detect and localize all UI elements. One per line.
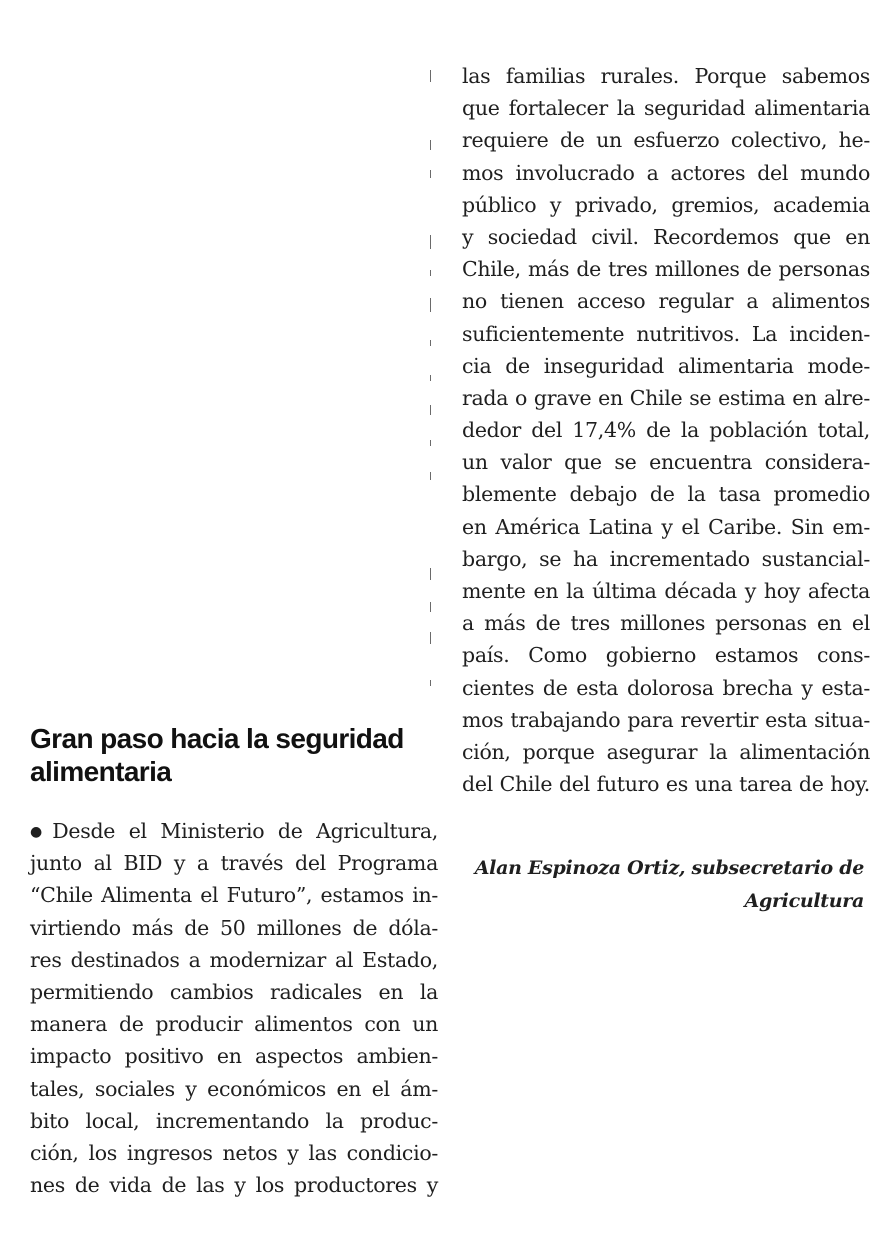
text-line: mente en la última década y hoy afecta (462, 579, 870, 603)
edge-mark (430, 440, 431, 446)
text-line: un valor que se encuentra considera- (462, 450, 870, 475)
text-line: del Chile del futuro es una tarea de hoy. (462, 772, 870, 797)
headline-line: alimentaria (30, 756, 172, 787)
text-line: en América Latina y el Caribe. Sin em- (462, 514, 870, 539)
text-line: nes de vida de las y los productores y (30, 1173, 438, 1198)
edge-mark (430, 340, 431, 346)
text-line: permitiendo cambios radicales en la (30, 979, 438, 1004)
text-line: mos involucrado a actores del mundo (462, 160, 870, 185)
headline-line: Gran paso hacia la seguridad (30, 723, 404, 754)
text-line: no tienen acceso regular a alimentos (462, 289, 870, 314)
text-line: suficientemente nutritivos. La inciden- (462, 321, 870, 346)
text-line: virtiendo más de 50 millones de dóla- (30, 915, 438, 940)
edge-mark (430, 472, 431, 480)
text-line: cia de inseguridad alimentaria mode- (462, 353, 870, 378)
text-line: “Chile Alimenta el Futuro”, estamos in- (30, 883, 438, 908)
bullet-icon: ● (30, 824, 50, 840)
edge-mark (430, 632, 431, 644)
article-headline (30, 722, 430, 788)
edge-mark (430, 140, 431, 150)
edge-mark (430, 270, 431, 276)
text-line: bargo, se ha incrementado sustancial- (462, 546, 870, 571)
article-body-left-column (30, 815, 438, 1201)
text-line (30, 815, 438, 847)
text-line: junto al BID y a través del Programa (30, 851, 438, 876)
text-line: las familias rurales. Porque sabemos (462, 64, 870, 88)
text-line: mos trabajando para revertir esta situa- (462, 707, 870, 732)
signature-line: Agricultura (744, 890, 864, 912)
edge-mark (430, 568, 431, 580)
text-line: a más de tres millones personas en el (462, 611, 870, 636)
text-line: tales, sociales y económicos en el ám- (30, 1076, 438, 1101)
text-line: impacto positivo en aspectos ambien- (30, 1044, 438, 1069)
edge-mark (430, 405, 431, 415)
edge-mark (430, 602, 431, 612)
text-line: blemente debajo de la tasa promedio (462, 482, 870, 507)
text-line-content: Desde el Ministerio de Agricultura, (52, 819, 439, 843)
text-line: que fortalecer la seguridad alimentaria (462, 96, 870, 121)
text-line: ción, porque asegurar la alimentación (462, 739, 870, 764)
edge-mark (430, 375, 431, 381)
article-body-right-column (462, 60, 870, 800)
edge-mark (430, 298, 431, 312)
text-line: requiere de un esfuerzo colectivo, he- (462, 128, 870, 153)
edge-mark (430, 170, 431, 178)
signature-line: Alan Espinoza Ortiz, subsecretario de (474, 857, 864, 879)
text-line: res destinados a modernizar al Estado, (30, 947, 438, 972)
author-signature (462, 852, 864, 918)
column-edge-marks (426, 60, 436, 700)
text-line: manera de producir alimentos con un (30, 1012, 438, 1037)
edge-mark (430, 70, 431, 82)
text-line: público y privado, gremios, academia (462, 192, 870, 217)
text-line: cientes de esta dolorosa brecha y esta- (462, 675, 870, 700)
text-line: bito local, incrementando la produc- (30, 1108, 438, 1133)
text-line: dedor del 17,4% de la población total, (462, 418, 870, 443)
text-line: país. Como gobierno estamos cons- (462, 643, 870, 668)
text-line: ción, los ingresos netos y las condicio- (30, 1140, 438, 1165)
text-line: y sociedad civil. Recordemos que en (462, 224, 870, 249)
edge-mark (430, 680, 431, 686)
text-line: Chile, más de tres millones de personas (462, 257, 870, 282)
text-line: rada o grave en Chile se estima en alre- (462, 385, 870, 410)
edge-mark (430, 235, 431, 249)
